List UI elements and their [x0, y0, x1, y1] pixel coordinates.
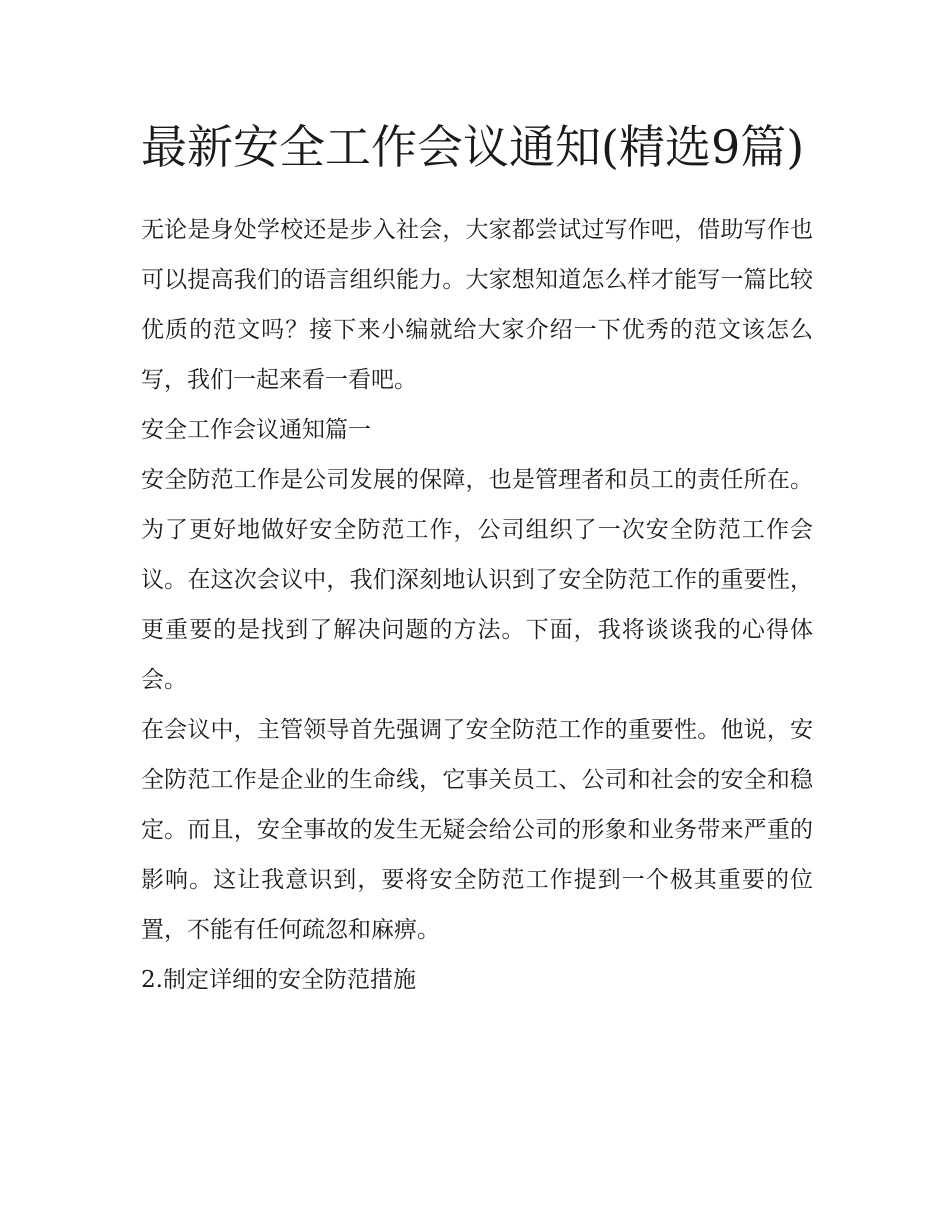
body-paragraph: 安全防范工作是公司发展的保障，也是管理者和员工的责任所在。为了更好地做好安全防范工作，公司组织了一次安全防范工作会议。在这次会议中，我们深刻地认识到了安全防范工作的重要性，更重要的是找到了解决问题的方法。下面，我将谈谈我的心得体会。 [141, 467, 813, 693]
body-paragraph: 在会议中，主管领导首先强调了安全防范工作的重要性。他说，安全防范工作是企业的生命线，它事关员工、公司和社会的安全和稳定。而且，安全事故的发生无疑会给公司的形象和业务带来严重的影响。这让我意识到，要将安全防范工作提到一个极其重要的位置，不能有任何疏忽和麻痹。 [141, 717, 813, 943]
document-title: 最新安全工作会议通知(精选9篇) [141, 120, 805, 174]
document-body [141, 205, 813, 1005]
document-page [141, 112, 813, 1005]
section-heading: 安全工作会议通知篇一 [141, 417, 371, 443]
intro-paragraph: 无论是身处学校还是步入社会，大家都尝试过写作吧，借助写作也可以提高我们的语言组织能力。大家想知道怎么样才能写一篇比较优质的范文吗？接下来小编就给大家介绍一下优秀的范文该怎么写，我们一起来看一看吧。 [141, 217, 813, 393]
subsection-heading: 2.制定详细的安全防范措施 [141, 967, 416, 993]
